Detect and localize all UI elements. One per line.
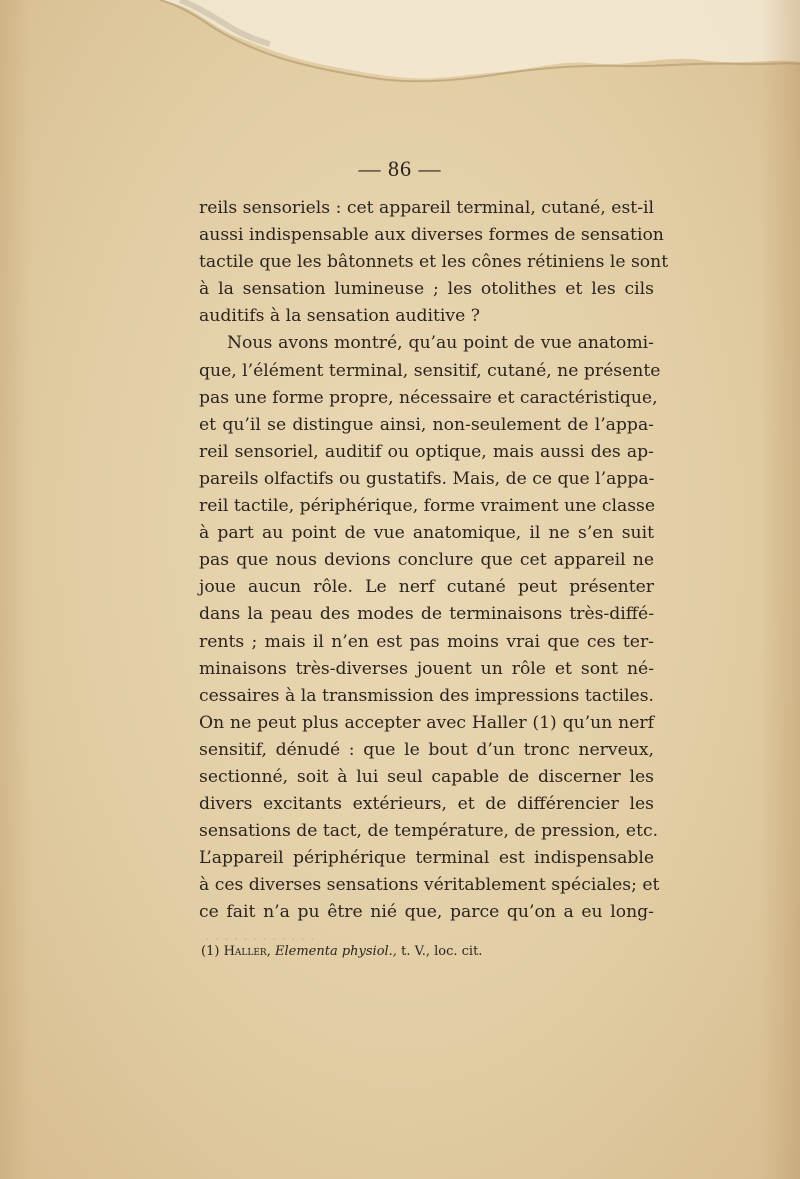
text-line: ce fait n’a pu être nié que, parce qu’on a eu long-: [199, 902, 654, 923]
text-line: à la sensation lumineuse ; les otolithes et les cils: [199, 279, 654, 300]
text-line: pas une forme propre, nécessaire et caractéristique,: [199, 387, 658, 408]
text-line: sectionné, soit à lui seul capable de discerner les: [199, 766, 654, 787]
text-line: pas que nous devions conclure que cet appareil ne: [199, 550, 654, 571]
text-line: sensations de tact, de température, de pression, etc.: [199, 821, 659, 842]
text-line: et qu’il se distingue ainsi, non-seulement de l’appa-: [199, 414, 654, 435]
text-line: L’appareil périphérique terminal est indispensable: [199, 848, 654, 869]
text-line: dans la peau des modes de terminaisons très-diffé-: [199, 604, 654, 625]
text-line: sensitif, dénudé : que le bout d’un tronc nerveux,: [199, 739, 654, 760]
text-line: à part au point de vue anatomique, il ne s’en suit: [199, 523, 654, 544]
text-line: à ces diverses sensations véritablement spéciales; et: [199, 875, 660, 896]
text-line: joue aucun rôle. Le nerf cutané peut présenter: [199, 577, 654, 598]
text-line: cessaires à la transmission des impressions tactiles.: [199, 685, 654, 706]
footnote: [201, 944, 661, 959]
text-line: reil tactile, périphérique, forme vraiment une classe: [199, 496, 656, 517]
text-line: reils sensoriels : cet appareil terminal, cutané, est-il: [199, 198, 654, 218]
torn-paper-edge: [0, 0, 800, 110]
text-line: auditifs à la sensation auditive ?: [199, 306, 480, 327]
footnote-reference: t. V., loc. cit.: [401, 944, 483, 959]
text-line: Nous avons montré, qu’au point de vue anatomi-: [227, 333, 654, 354]
text-line: minaisons très-diverses jouent un rôle et sont né-: [199, 658, 654, 679]
footnote-title: Elementa physiol.,: [274, 944, 397, 959]
text-line: que, l’élément terminal, sensitif, cutané, ne présente: [199, 360, 661, 381]
text-line: pareils olfactifs ou gustatifs. Mais, de ce que l’appa-: [199, 468, 655, 489]
text-line: On ne peut plus accepter avec Haller (1) qu’un nerf: [199, 712, 654, 733]
footnote-author: Haller,: [223, 944, 271, 959]
page-number: — 86 —: [358, 156, 442, 181]
text-line: reil sensoriel, auditif ou optique, mais aussi des ap-: [199, 441, 654, 462]
bleed-through-text: · · · · · · · · · · · ·: [205, 930, 315, 948]
text-line: divers excitants extérieurs, et de différencier les: [199, 794, 654, 815]
text-line: tactile que les bâtonnets et les cônes rétiniens le sont: [199, 252, 669, 273]
footnote-marker: (1): [201, 944, 220, 959]
body-text: [199, 195, 669, 927]
text-line: rents ; mais il n’en est pas moins vrai que ces ter-: [199, 631, 654, 652]
text-line: aussi indispensable aux diverses formes de sensation: [199, 225, 664, 246]
